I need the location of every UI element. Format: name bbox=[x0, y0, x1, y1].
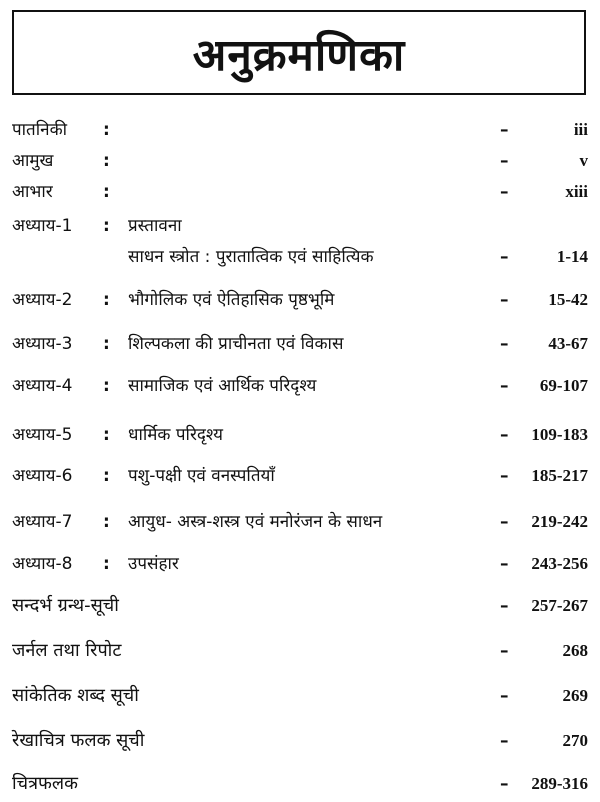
toc-label: सन्दर्भ ग्रन्थ-सूची bbox=[12, 595, 119, 616]
toc-page: iii bbox=[573, 120, 588, 139]
toc-page: 109-183 bbox=[531, 425, 588, 444]
toc-page: 185-217 bbox=[531, 466, 588, 485]
toc-label: पातनिकी bbox=[12, 120, 68, 140]
toc-row bbox=[0, 116, 600, 144]
toc-label: अध्याय-7 bbox=[12, 512, 73, 532]
toc-page: 219-242 bbox=[531, 512, 588, 531]
toc-row bbox=[0, 330, 600, 358]
toc-row bbox=[0, 286, 600, 314]
toc-text: आयुध- अस्त्र-शस्त्र एवं मनोरंजन के साधन bbox=[128, 512, 383, 532]
toc-label: आमुख bbox=[12, 151, 54, 171]
toc-page: 268 bbox=[562, 641, 588, 660]
page-title: अनुक्रमणिका bbox=[192, 29, 406, 81]
toc-colon: : bbox=[103, 512, 110, 532]
toc-page: 257-267 bbox=[531, 596, 588, 615]
toc-dash: – bbox=[500, 376, 509, 396]
toc-page: 289-316 bbox=[531, 774, 588, 793]
toc-colon: : bbox=[103, 466, 110, 486]
toc-dash: – bbox=[500, 425, 509, 445]
toc-dash: – bbox=[500, 554, 509, 574]
toc-colon: : bbox=[103, 425, 110, 445]
toc-page: 15-42 bbox=[548, 290, 588, 309]
toc-row bbox=[0, 637, 600, 665]
toc-page: v bbox=[579, 151, 588, 170]
toc-colon: : bbox=[103, 216, 110, 236]
toc-row bbox=[0, 421, 600, 449]
toc-row bbox=[0, 592, 600, 620]
toc-dash: – bbox=[500, 466, 509, 486]
toc-dash: – bbox=[500, 512, 509, 532]
toc-row bbox=[0, 147, 600, 175]
toc-page: 1-14 bbox=[556, 247, 588, 266]
toc-label: अध्याय-5 bbox=[12, 425, 73, 445]
toc-row bbox=[0, 372, 600, 400]
toc-dash: – bbox=[500, 247, 509, 267]
toc-colon: : bbox=[103, 120, 110, 140]
toc-dash: – bbox=[500, 731, 509, 751]
toc-row bbox=[0, 462, 600, 490]
toc-text: साधन स्त्रोत : पुरातात्विक एवं साहित्यिक bbox=[128, 247, 374, 267]
title-box bbox=[12, 10, 586, 95]
toc-text: सामाजिक एवं आर्थिक परिदृश्य bbox=[128, 376, 317, 396]
toc-label: अध्याय-6 bbox=[12, 466, 73, 486]
toc-dash: – bbox=[500, 290, 509, 310]
toc-dash: – bbox=[500, 596, 509, 616]
toc-dash: – bbox=[500, 334, 509, 354]
toc-label: जर्नल तथा रिपोट bbox=[12, 640, 122, 661]
toc-text: शिल्पकला की प्राचीनता एवं विकास bbox=[128, 334, 344, 354]
toc-label: आभार bbox=[12, 182, 53, 202]
toc-dash: – bbox=[500, 774, 509, 794]
toc-label: अध्याय-1 bbox=[12, 216, 73, 236]
toc-text: प्रस्तावना bbox=[128, 216, 182, 236]
toc-label: अध्याय-2 bbox=[12, 290, 73, 310]
toc-page: xiii bbox=[565, 182, 588, 201]
toc-text: भौगोलिक एवं ऐतिहासिक पृष्ठभूमि bbox=[128, 290, 335, 310]
toc-colon: : bbox=[103, 554, 110, 574]
toc-page: 69-107 bbox=[539, 376, 588, 395]
toc-label: अध्याय-4 bbox=[12, 376, 73, 396]
toc-label: सांकेतिक शब्द सूची bbox=[12, 685, 139, 706]
toc-colon: : bbox=[103, 334, 110, 354]
toc-row bbox=[0, 727, 600, 755]
toc-row bbox=[0, 770, 600, 798]
toc-page: 43-67 bbox=[548, 334, 588, 353]
toc-row bbox=[0, 508, 600, 536]
toc-row bbox=[0, 550, 600, 578]
toc-page: 270 bbox=[562, 731, 588, 750]
toc-text: धार्मिक परिदृश्य bbox=[128, 425, 224, 445]
toc-colon: : bbox=[103, 290, 110, 310]
toc-text: उपसंहार bbox=[128, 554, 179, 574]
toc-colon: : bbox=[103, 182, 110, 202]
toc-label: रेखाचित्र फलक सूची bbox=[12, 730, 145, 751]
toc-label: अध्याय-3 bbox=[12, 334, 73, 354]
toc-dash: – bbox=[500, 641, 509, 661]
toc-text: पशु-पक्षी एवं वनस्पतियाँ bbox=[128, 466, 275, 486]
toc-dash: – bbox=[500, 182, 509, 202]
toc-colon: : bbox=[103, 151, 110, 171]
toc-row bbox=[0, 212, 600, 240]
toc-row bbox=[0, 243, 600, 271]
toc-page: 269 bbox=[562, 686, 588, 705]
toc-page: 243-256 bbox=[531, 554, 588, 573]
toc-label: अध्याय-8 bbox=[12, 554, 73, 574]
toc-label: चित्रफलक bbox=[12, 773, 78, 794]
toc-dash: – bbox=[500, 151, 509, 171]
toc-colon: : bbox=[103, 376, 110, 396]
toc-dash: – bbox=[500, 686, 509, 706]
toc-row bbox=[0, 682, 600, 710]
toc-row bbox=[0, 178, 600, 206]
toc-dash: – bbox=[500, 120, 509, 140]
